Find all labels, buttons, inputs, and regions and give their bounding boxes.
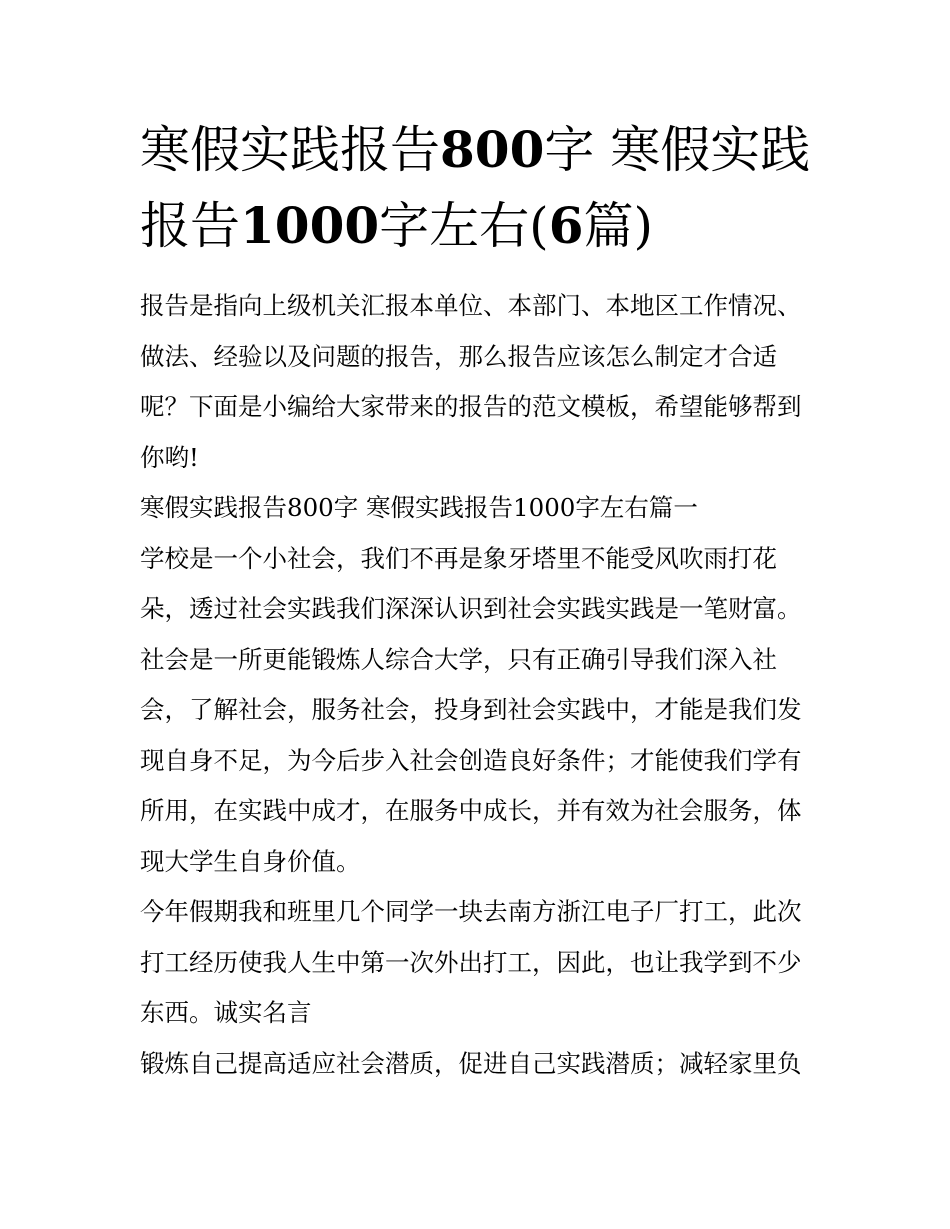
text-line: 报告是指向上级机关汇报本单位、本部门、本地区工作情况、 bbox=[140, 291, 802, 320]
text-line: 会，了解社会，服务社会，投身到社会实践中，才能是我们发 bbox=[140, 695, 802, 724]
body-paragraph bbox=[140, 1039, 815, 1090]
text-line: 朵，透过社会实践我们深深认识到社会实践实践是一笔财富。 bbox=[140, 594, 802, 623]
text-line: 东西。诚实名言 bbox=[140, 998, 312, 1027]
intro-paragraph bbox=[140, 281, 815, 483]
text-line: 现大学生自身价值。 bbox=[140, 846, 361, 876]
title-line-2: 报告1000字左右(6篇) bbox=[140, 196, 653, 255]
section-heading bbox=[140, 483, 815, 534]
text-line: 今年假期我和班里几个同学一块去南方浙江电子厂打工，此次 bbox=[140, 897, 802, 926]
text-line: 呢？下面是小编给大家带来的报告的范文模板，希望能够帮到 bbox=[140, 392, 802, 421]
text-line: 你哟! bbox=[140, 442, 199, 472]
text-line: 所用，在实践中成才，在服务中成长，并有效为社会服务，体 bbox=[140, 796, 802, 825]
document-title bbox=[140, 112, 815, 264]
body-paragraph bbox=[140, 534, 815, 888]
text-line: 现自身不足，为今后步入社会创造良好条件；才能使我们学有 bbox=[140, 745, 802, 775]
document-page bbox=[140, 112, 815, 1089]
text-line: 锻炼自己提高适应社会潜质，促进自己实践潜质；减轻家里负 bbox=[140, 1048, 802, 1078]
text-line: 社会是一所更能锻炼人综合大学，只有正确引导我们深入社 bbox=[140, 644, 777, 674]
text-line: 学校是一个小社会，我们不再是象牙塔里不能受风吹雨打花 bbox=[140, 543, 777, 573]
text-line: 做法、经验以及问题的报告，那么报告应该怎么制定才合适 bbox=[140, 341, 777, 371]
body-paragraph bbox=[140, 887, 815, 1039]
text-line: 打工经历使我人生中第一次外出打工，因此，也让我学到不少 bbox=[140, 947, 802, 977]
title-line-1: 寒假实践报告800字 寒假实践 bbox=[140, 120, 811, 179]
text-line: 寒假实践报告800字 寒假实践报告1000字左右篇一 bbox=[140, 493, 698, 522]
